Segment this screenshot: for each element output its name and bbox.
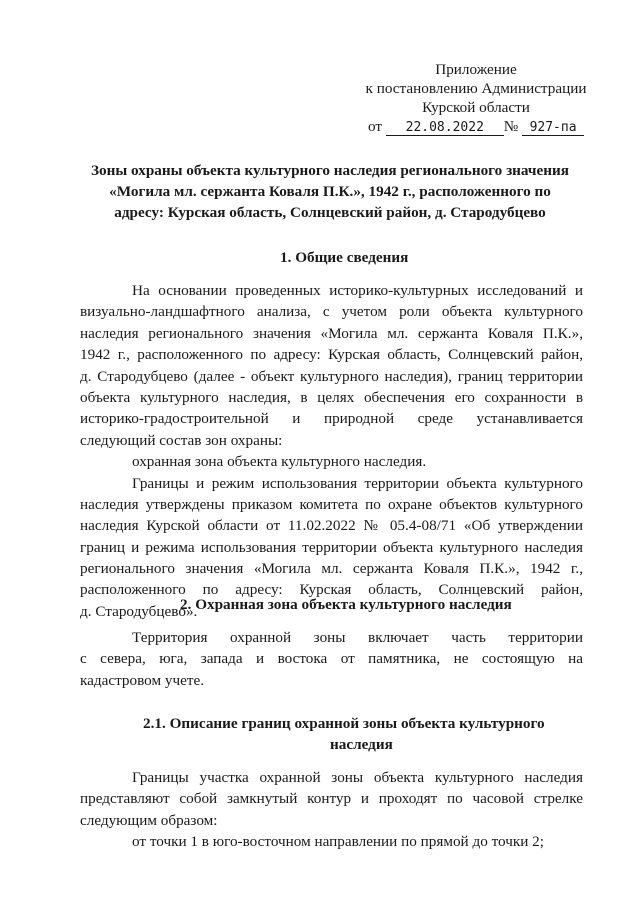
section-2-1-heading-cont: наследия	[330, 736, 393, 753]
section-2-1-paragraph	[80, 767, 583, 853]
text-line: расположенного по адресу: Курская область, Солнцевский район,	[80, 581, 583, 599]
section-2-heading: 2. Охранная зона объекта культурного наследия	[180, 596, 512, 613]
annex-date-line	[368, 118, 584, 135]
text-line: с севера, юга, запада и востока от памятника, не состоящую на	[80, 650, 583, 668]
date-field: 22.08.2022	[386, 120, 504, 136]
text-line: наследия Курской области от 11.02.2022 № 05.4-08/71 «Об утверждении	[80, 517, 583, 535]
text-line: Границы и режим использования территории объекта культурного	[132, 474, 583, 492]
annex-region: Курской области	[422, 99, 530, 116]
number-field: 927-па	[522, 120, 584, 136]
annex-resolution: к постановлению Администрации	[365, 80, 587, 97]
text-line: 1942 г., расположенного по адресу: Курская область, Солнцевский район,	[80, 346, 583, 364]
text-line: представляют собой замкнутый контур и проходят по часовой стрелке	[80, 790, 583, 808]
text-line: Территория охранной зоны включает часть территории	[132, 629, 583, 646]
text-line: объекта культурного наследия, в целях обеспечения его сохранности в	[80, 388, 583, 406]
text-line: д. Стародубцево (далее - объект культурного наследия), границ территории	[80, 367, 583, 385]
text-line: визуально-ландшафтного анализа, с учетом роли объекта культурного	[80, 303, 583, 321]
text-line: д. Стародубцево».	[80, 602, 198, 620]
text-line: Границы участка охранной зоны объекта культурного наследия	[132, 769, 583, 786]
section-2-paragraph	[80, 627, 583, 691]
text-line: наследия регионального значения «Могила мл. сержанта Коваля П.К.»,	[80, 324, 583, 342]
number-prefix: №	[503, 118, 519, 135]
section-1-heading: 1. Общие сведения	[280, 249, 409, 266]
text-line: регионального значения «Могила мл. сержанта Коваля П.К.», 1942 г.,	[80, 560, 583, 578]
date-prefix: от	[367, 118, 382, 135]
list-item: охранная зона объекта культурного наследия.	[132, 453, 427, 471]
text-line: На основании проведенных историко-культурных исследований и	[132, 282, 583, 299]
section-2-1-heading: 2.1. Описание границ охранной зоны объекта культурного	[143, 715, 545, 732]
title-line: «Могила мл. сержанта Коваля П.К.», 1942 г., расположенного по	[109, 183, 551, 200]
text-line: следующим образом:	[80, 811, 218, 829]
text-line: историко-градостроительной и природной среде устанавливается	[80, 410, 583, 428]
document-title	[80, 160, 580, 223]
text-line: границ и режима использования территории объекта культурного наследия	[80, 538, 583, 556]
title-line: адресу: Курская область, Солнцевский район, д. Стародубцево	[114, 204, 546, 221]
text-line: кадастровом учете.	[80, 671, 205, 689]
title-line: Зоны охраны объекта культурного наследия регионального значения	[91, 162, 569, 179]
text-line: от точки 1 в юго-восточном направлении по прямой до точки 2;	[132, 833, 544, 851]
section-1-paragraph-1	[80, 280, 583, 622]
text-line: следующий состав зон охраны:	[80, 431, 283, 449]
annex-title: Приложение	[435, 61, 517, 78]
annex-block	[356, 60, 596, 136]
text-line: наследия утверждены приказом комитета по охране объектов культурного	[80, 495, 583, 513]
